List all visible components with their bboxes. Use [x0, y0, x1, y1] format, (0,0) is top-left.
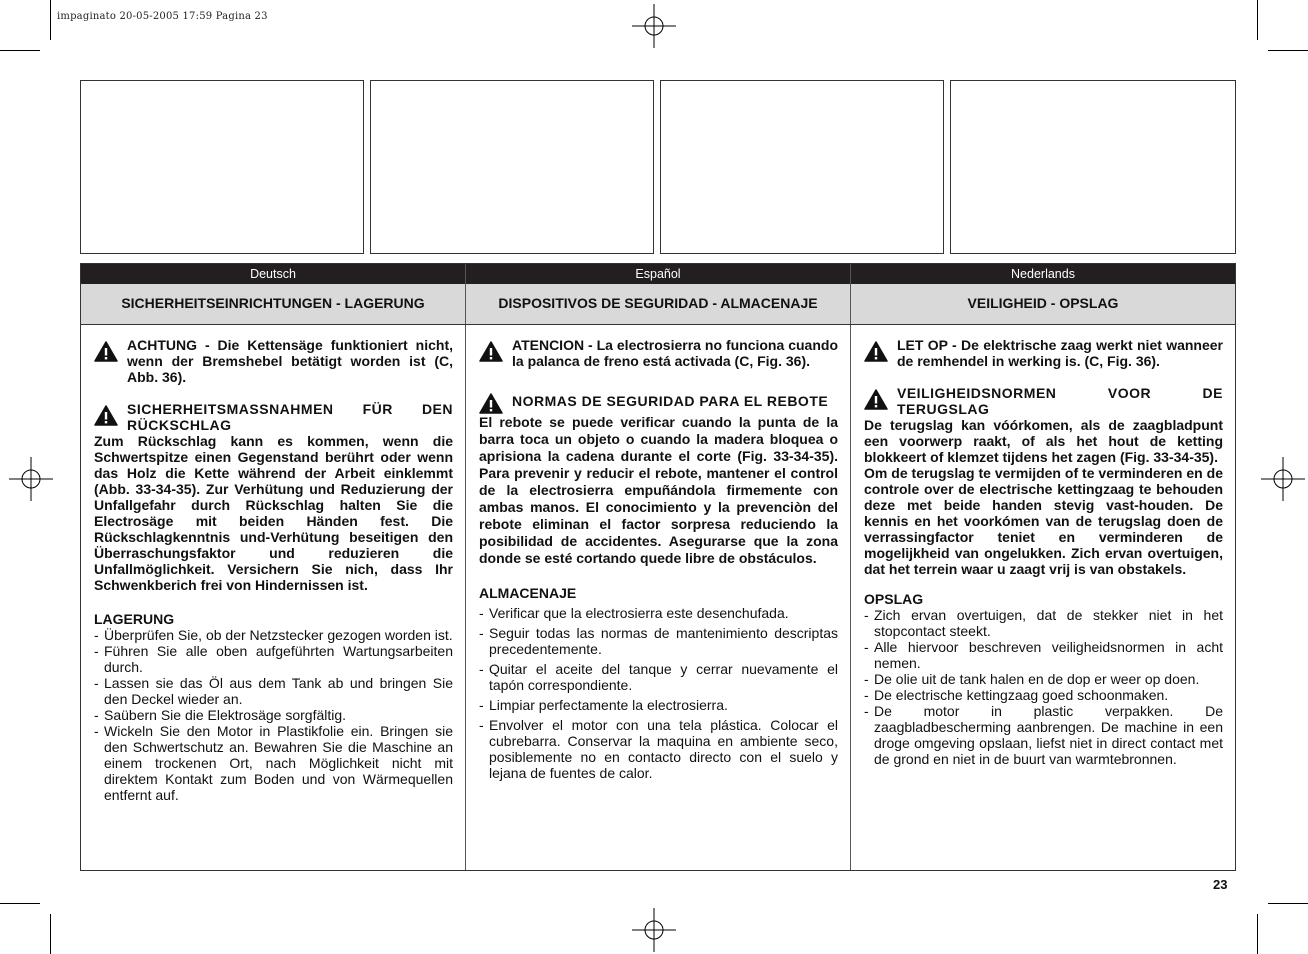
warning-triangle-icon: [94, 405, 118, 426]
storage-heading: ALMACENAJE: [479, 585, 577, 601]
section-title-es: DISPOSITIVOS DE SEGURIDAD - ALMACENAJE: [465, 284, 850, 324]
storage-list: [479, 605, 838, 781]
list-item: - De motor in plastic verpakken. De zaagbladbescherming aanbrengen. De machine in een droge omgeving opslaan, liefst niet in direct contact met de grond en niet in de buurt van warmtebronnen.: [864, 703, 1223, 767]
list-item: - Quitar el aceite del tanque y cerrar nuevamente el tapón correspondiente.: [479, 661, 838, 693]
storage-list: [94, 627, 453, 803]
brake-warning-text: ATENCION - La electrosierra no funciona cuando la palanca de freno está activada (C, Fig. 36).: [512, 337, 838, 369]
brake-warning-text: LET OP - De elektrische zaag werkt niet wanneer de remhendel in werking is. (C, Fig. 36).: [897, 337, 1223, 369]
warning-triangle-icon: [864, 341, 888, 362]
registration-mark-right: [1261, 457, 1305, 501]
warning-triangle-icon: [94, 341, 118, 362]
kickback-heading: VEILIGHEIDSNORMEN VOOR DE TERUGSLAG: [897, 385, 1223, 417]
list-item: - Saübern Sie die Elektrosäge sorgfältig.: [94, 707, 453, 723]
brake-warning-text: ACHTUNG - Die Kettensäge funktioniert nicht, wenn der Bremshebel betätigt worden ist (C, Abb. 36).: [127, 337, 453, 385]
list-item: - Lassen sie das Öl aus dem Tank ab und bringen Sie den Deckel wieder an.: [94, 675, 453, 707]
storage-list: [864, 607, 1223, 767]
language-label-de: Deutsch: [250, 267, 296, 281]
print-header: impaginato 20-05-2005 17:59 Pagina 23: [57, 11, 268, 22]
kickback-paragraph: De terugslag kan vóórkomen, als de zaagbladpunt een voorwerp raakt, of als het hout de ketting blokkeert of klemzet tijdens het zagen (Fig. 33-34-35).: [864, 417, 1223, 465]
list-item: - Zich ervan overtuigen, dat de stekker niet in het stopcontact steekt.: [864, 607, 1223, 639]
list-item: - Verificar que la electrosierra este desenchufada.: [479, 605, 838, 621]
storage-heading: LAGERUNG: [94, 611, 175, 627]
list-item: - De olie uit de tank halen en de dop er weer op doen.: [864, 671, 1223, 687]
list-item: - Überprüfen Sie, ob der Netzstecker gezogen worden ist.: [94, 627, 453, 643]
kickback-warning: [479, 389, 838, 414]
language-label-nl: Nederlands: [850, 264, 1235, 284]
crop-mark-top-right-v: [1257, 0, 1258, 40]
warning-triangle-icon: [479, 393, 503, 414]
brake-warning: [479, 337, 838, 369]
kickback-heading: NORMAS DE SEGURIDAD PARA EL REBOTE: [512, 393, 829, 409]
kickback-paragraph-2: Om de terugslag te vermijden of te verminderen en de controle over de electrische kettingzaag te behouden deze met beide handen stevig vast-houden. De kennis en het voorkómen van de terugslag doen de verrassingfactor teniet en verminderen de mogelijkheid van ongelukken. Zich ervan overtuigen, dat het terrein waar u zaagt vrij is van obstakels.: [864, 465, 1223, 577]
registration-mark-bottom: [632, 908, 676, 952]
list-item: - Envolver el motor con una tela plástica. Colocar el cubrebarra. Conservar la maquina en ambiente seco, posiblemente no en contacto directo con el suelo y lejana de fuentes de calor.: [479, 717, 838, 781]
column-es: [465, 325, 850, 870]
language-bar: [81, 264, 1235, 284]
language-label-es: Español: [465, 264, 850, 284]
crop-mark-bottom-left-h: [0, 903, 40, 904]
crop-mark-bottom-right-h: [1268, 903, 1308, 904]
kickback-warning: [94, 401, 453, 433]
list-item: - Alle hiervoor beschreven veiligheidsnormen in acht nemen.: [864, 639, 1223, 671]
column-de: [81, 325, 465, 870]
illustration-frame-3: [660, 80, 944, 254]
list-item: - Seguir todas las normas de mantenimiento descriptas precedentemente.: [479, 625, 838, 657]
list-item: - Wickeln Sie den Motor in Plastikfolie ein. Bringen sie den Schwertschutz an. Bewahren Sie die Maschine an einem trockenen Ort, nach Möglichkeit nicht mit direktem Kontakt zum Boden und von Wärmequellen entfernt auf.: [94, 723, 453, 803]
crop-mark-top-right-h: [1268, 50, 1308, 51]
column-nl: [850, 325, 1235, 870]
crop-mark-bottom-right-v: [1257, 914, 1258, 954]
registration-mark-top: [632, 4, 676, 48]
language-table: [80, 263, 1236, 871]
brake-warning: [94, 337, 453, 385]
kickback-warning: [864, 385, 1223, 417]
kickback-paragraph: Zum Rückschlag kann es kommen, wenn die Schwertspitze einen Gegenstand berührt oder wenn das Holz die Kette während der Arbeit einklemmt (Abb. 33-34-35). Zur Verhütung und Reduzierung der Unfallgefahr durch Rückschlag halten Sie die Electrosäge mit beiden Händen fest. Die Rückschlagkenntnis und-Verhütung beseitigen den Überraschungsfaktor und reduzieren die Unfallmöglichkeit. Versichern Sie nich, dass Ihr Schwenkberich frei von Hindernissen ist.: [94, 433, 453, 593]
registration-mark-left: [9, 457, 53, 501]
kickback-heading: SICHERHEITSMASSNAHMEN FÜR DEN RÜCKSCHLAG: [127, 401, 453, 433]
warning-triangle-icon: [479, 341, 503, 362]
crop-mark-bottom-left-v: [50, 914, 51, 954]
list-item: - Limpiar perfectamente la electrosierra.: [479, 697, 838, 713]
kickback-paragraph: El rebote se puede verificar cuando la punta de la barra toca un objeto o cuando la madera bloquea o aprisiona la cadena durante el corte (Fig. 33-34-35). Para prevenir y reducir el rebote, mantener el control de la electrosierra empuñándola firmemente con ambas manos. El conocimiento y la prevenciòn del rebote eliminan el factor sorpresa reduciendo la posibilidad de accidentes. Asegurarse que la zona donde se esté cortando quede libre de obstáculos.: [479, 414, 838, 566]
storage-heading: OPSLAG: [864, 591, 924, 607]
section-title-bar: [81, 284, 1235, 325]
brake-warning: [864, 337, 1223, 369]
list-item: - Führen Sie alle oben aufgeführten Wartungsarbeiten durch.: [94, 643, 453, 675]
section-title-nl: VEILIGHEID - OPSLAG: [850, 284, 1235, 324]
page-number: 23: [1213, 877, 1228, 892]
warning-triangle-icon: [864, 389, 888, 410]
illustration-frame-1: [80, 80, 364, 254]
crop-mark-top-left-v: [50, 0, 51, 40]
crop-mark-top-left-h: [0, 50, 40, 51]
list-item: - De electrische kettingzaag goed schoonmaken.: [864, 687, 1223, 703]
illustration-frame-2: [370, 80, 654, 254]
illustration-frame-4: [950, 80, 1236, 254]
section-title-de: SICHERHEITSEINRICHTUNGEN - LAGERUNG: [121, 295, 425, 311]
